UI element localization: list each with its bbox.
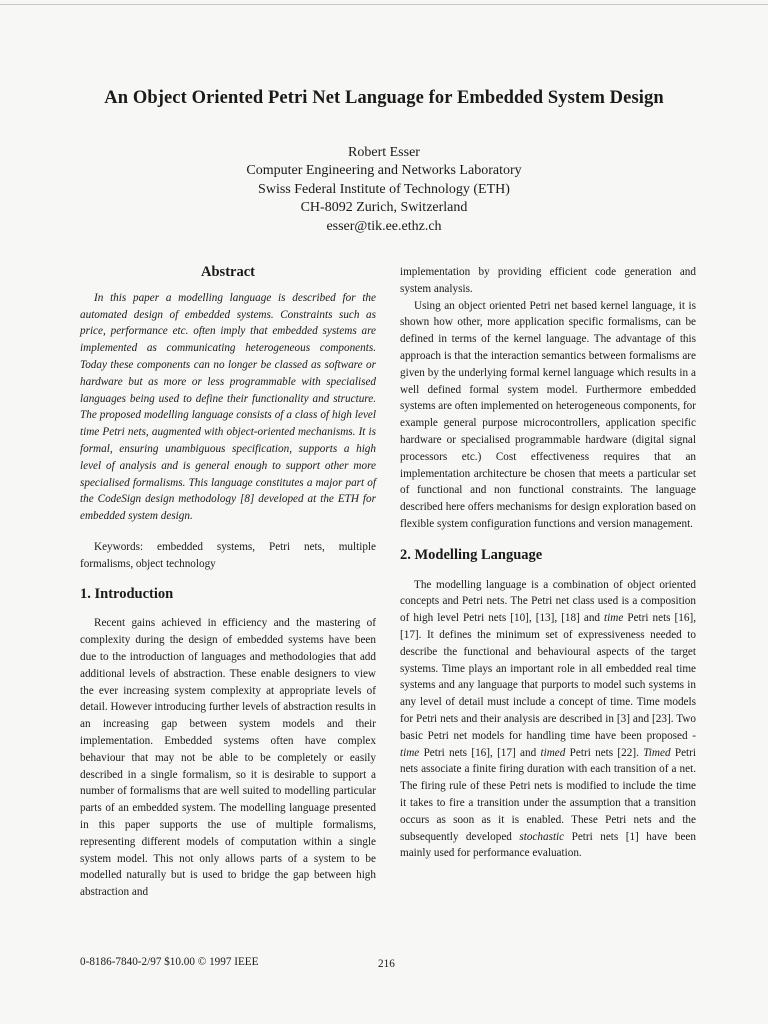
author-email: esser@tik.ee.ethz.ch <box>326 218 442 234</box>
modelling-text-b: Petri nets [16], [17]. It defines the minimum set of expressiveness needed to describe the functional and behavioural aspects of the target systems. Time plays an important role in all embedded real time systems and any language that purports to model such systems in any level of detail must include a concept of time. Time models for Petri nets and their analysis are described in [3] and [23]. Two basic Petri net models for handling time have been proposed - <box>400 612 696 742</box>
author-institute: Swiss Federal Institute of Technology (ETH) <box>258 181 510 197</box>
modelling-emph-stochastic: stochastic <box>519 830 565 843</box>
top-rule <box>0 4 768 5</box>
keywords: Keywords: embedded systems, Petri nets, multiple formalisms, object technology <box>80 540 376 570</box>
page-number: 216 <box>378 958 395 970</box>
introduction-paragraph-1-continued: implementation by providing efficient code generation and system analysis. <box>400 266 696 295</box>
introduction-paragraph-1: Recent gains achieved in efficiency and the mastering of complexity during the design of embedded systems have been due to the introduction of languages and methodologies that add additional levels of abstraction. These enable designers to view the ever increasing system complexity at appropriate levels of detail. However introducing further levels of abstraction results in an increasing gap between system models and their implementation. Embedded systems often have complex behaviour that may not be able to be completely or easily described in a single formalism, so it is desirable to support a number of formalisms that are well suited to modelling particular parts of an embedded system. The modelling language presented in this paper supports the use of multiple formalisms, representing different models of computation within a single system model. This not only allows parts of a system to be modelled naturally but is used to bridge the gap between high abstraction and <box>80 617 376 899</box>
author-address: CH-8092 Zurich, Switzerland <box>300 200 468 216</box>
modelling-text-d: Petri nets [22]. <box>565 746 644 759</box>
modelling-text-a: The modelling language is a combination of object oriented concepts and Petri nets. The Petri net class used is a composition of high level Petri nets [10], [13], [18] and <box>400 578 696 625</box>
modelling-language-heading: 2. Modelling Language <box>400 546 543 563</box>
modelling-emph-timed: timed <box>540 746 566 759</box>
abstract-heading: Abstract <box>201 264 255 280</box>
modelling-text-f: Petri nets [1] have been mainly used for performance evaluation. <box>400 830 696 860</box>
footer-copyright: 0-8186-7840-2/97 $10.00 © 1997 IEEE <box>80 956 259 968</box>
introduction-paragraph-2: Using an object oriented Petri net based kernel language, it is shown how other, more application specific formalisms, can be defined in terms of the kernel language. The advantage of this approach is that the interaction semantics between formalisms are given by the underlying formal kernel language which results in a well defined formal system model. Furthermore embedded systems are often implemented on heterogeneous components, for example general purpose microcontrollers, application specific hardware or specialised programmable hardware (digital signal processors etc.) Cost effectiveness requires that an implementation architecture be chosen that meets a particular set of functional and non functional constraints. The language described here offers mechanisms for design exploration based on flexible system configuration functions and version management. <box>400 299 696 530</box>
modelling-paragraph-1 <box>400 577 696 863</box>
modelling-emph-time: time <box>604 612 624 625</box>
left-column <box>80 264 376 901</box>
modelling-emph-time-2: time <box>400 746 420 759</box>
author-name: Robert Esser <box>348 145 420 160</box>
author-block <box>0 144 768 236</box>
modelling-text-c: Petri nets [16], [17] and <box>419 746 541 759</box>
author-lab: Computer Engineering and Networks Laboratory <box>246 163 522 179</box>
right-column <box>400 264 696 862</box>
introduction-heading: 1. Introduction <box>80 585 174 602</box>
modelling-emph-timed-2: Timed <box>643 746 671 759</box>
modelling-text-e: Petri nets associate a finite firing duration with each transition of a net. The firing rule of these Petri nets is modified to include the time it takes to fire a transition under the assumption that a transition occurs as soon as it is enabled. These Petri nets and the subsequently developed <box>400 746 696 843</box>
abstract-text: In this paper a modelling language is described for the automated design of embedded systems. Constraints such as price, performance etc. often imply that embedded systems are implemented as communicating heterogeneous components. Today these components can no longer be classed as software or hardware but as more or less programmable with specialised languages being used to define their functionality and structure. The proposed modelling language consists of a class of high level time Petri nets, augmented with object-oriented mechanisms. It is formal, ensuring unambiguous specification, supports a high level of analysis and is general enough to support other more specialised formalisms. This language constitutes a major part of the CodeSign design methodology [8] developed at the ETH for embedded system design. <box>80 291 376 523</box>
paper-title: An Object Oriented Petri Net Language for Embedded System Design <box>104 88 664 108</box>
